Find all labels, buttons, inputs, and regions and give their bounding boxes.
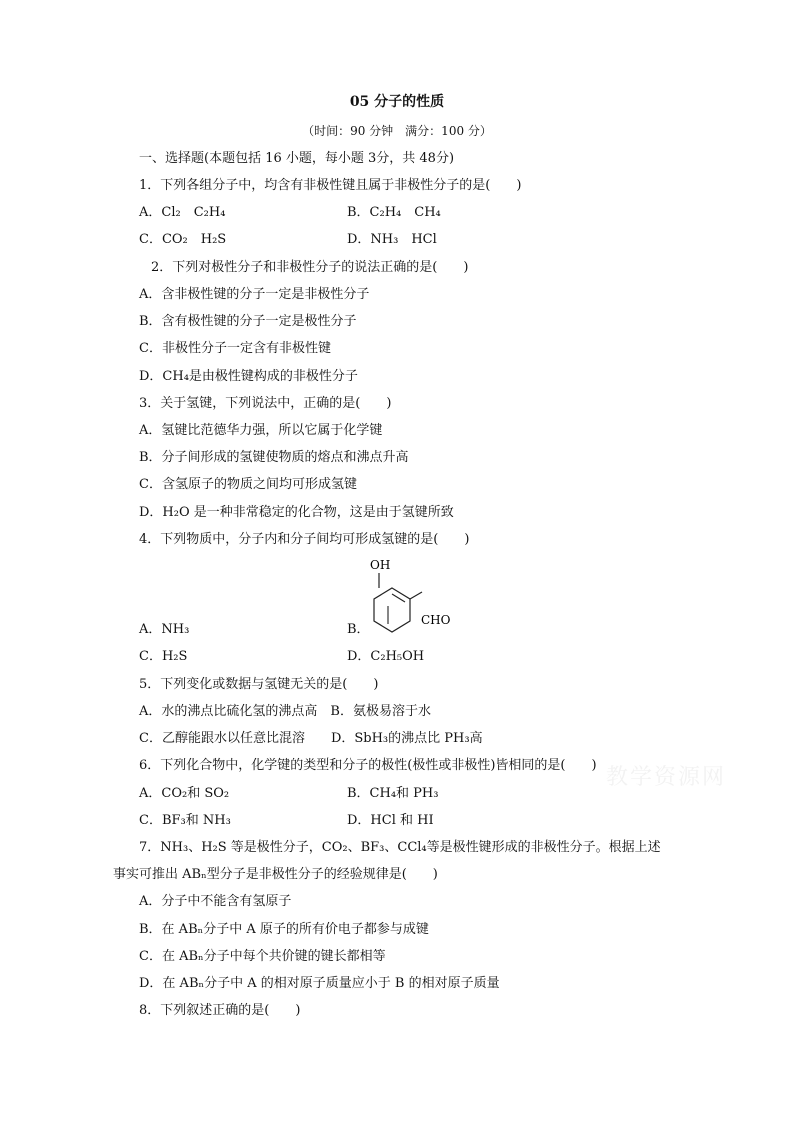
q2-option-b: B．含有极性键的分子一定是极性分子	[139, 314, 357, 329]
q8-stem: 8．下列叙述正确的是( )	[139, 1003, 301, 1018]
hydroxybenzaldehyde-structure	[367, 557, 477, 637]
q6-option-a: A．CO₂和 SO₂	[139, 786, 230, 801]
q4-option-c: C．H₂S	[139, 649, 188, 664]
q6-option-d: D．HCl 和 HI	[347, 813, 434, 828]
q7-option-c: C．在 ABₙ分子中每个共价键的键长都相等	[139, 949, 386, 964]
q2-option-a: A．含非极性键的分子一定是非极性分子	[139, 287, 370, 302]
q5-stem: 5．下列变化或数据与氢键无关的是( )	[139, 677, 379, 692]
q6-option-c: C．BF₃和 NH₃	[139, 813, 231, 828]
q7-option-d: D．在 ABₙ分子中 A 的相对原子质量应小于 B 的相对原子质量	[139, 976, 500, 991]
exam-info: （时间：90 分钟 满分：100 分）	[302, 124, 492, 138]
watermark: 教学资源网	[606, 765, 727, 790]
q6-stem: 6．下列化合物中，化学键的类型和分子的极性(极性或非极性)皆相同的是( )	[139, 758, 597, 773]
q5-options-ab: A．水的沸点比硫化氢的沸点高 B．氨极易溶于水	[139, 704, 431, 719]
q1-option-d: D．NH₃ HCl	[347, 232, 437, 247]
q4-option-b: B．	[347, 622, 370, 637]
q3-option-b: B．分子间形成的氢键使物质的熔点和沸点升高	[139, 450, 409, 465]
q5-options-cd: C．乙醇能跟水以任意比混溶 D．SbH₃的沸点比 PH₃高	[139, 731, 483, 746]
cho-bond	[410, 592, 422, 599]
q7-option-a: A．分子中不能含有氢原子	[139, 894, 292, 909]
oh-label: OH	[370, 558, 391, 572]
page-title: 05 分子的性质	[349, 94, 445, 110]
q3-option-d: D．H₂O 是一种非常稳定的化合物，这是由于氢键所致	[139, 505, 454, 520]
q3-option-c: C．含氢原子的物质之间均可形成氢键	[139, 477, 357, 492]
q7-option-b: B．在 ABₙ分子中 A 原子的所有价电子都参与成键	[139, 922, 429, 937]
q6-option-b: B．CH₄和 PH₃	[347, 786, 439, 801]
q1-option-a: A．Cl₂ C₂H₄	[139, 205, 226, 220]
q2-stem: 2．下列对极性分子和非极性分子的说法正确的是( )	[151, 260, 469, 275]
q3-stem: 3．关于氢键，下列说法中，正确的是( )	[139, 396, 392, 411]
q4-option-a: A．NH₃	[139, 622, 190, 637]
q1-stem: 1．下列各组分子中，均含有非极性键且属于非极性分子的是( )	[139, 178, 522, 193]
q1-option-b: B．C₂H₄ CH₄	[347, 205, 441, 220]
q3-option-a: A．氢键比范德华力强，所以它属于化学键	[139, 423, 383, 438]
q7-stem-line1: 7．NH₃、H₂S 等是极性分子，CO₂、BF₃、CCl₄等是极性键形成的非极性分子。根据上述	[139, 840, 661, 855]
q7-stem-line2: 事实可推出 ABₙ型分子是非极性分子的经验规律是( )	[113, 867, 438, 882]
q4-stem: 4．下列物质中，分子内和分子间均可形成氢键的是( )	[139, 532, 470, 547]
q2-option-d: D．CH₄是由极性键构成的非极性分子	[139, 369, 358, 384]
cho-label: CHO	[421, 613, 451, 627]
q4-option-d: D．C₂H₅OH	[347, 649, 425, 664]
q1-option-c: C．CO₂ H₂S	[139, 232, 227, 247]
section-heading: 一、选择题(本题包括 16 小题，每小题 3分，共 48分)	[139, 151, 455, 166]
q2-option-c: C．非极性分子一定含有非极性键	[139, 341, 331, 356]
